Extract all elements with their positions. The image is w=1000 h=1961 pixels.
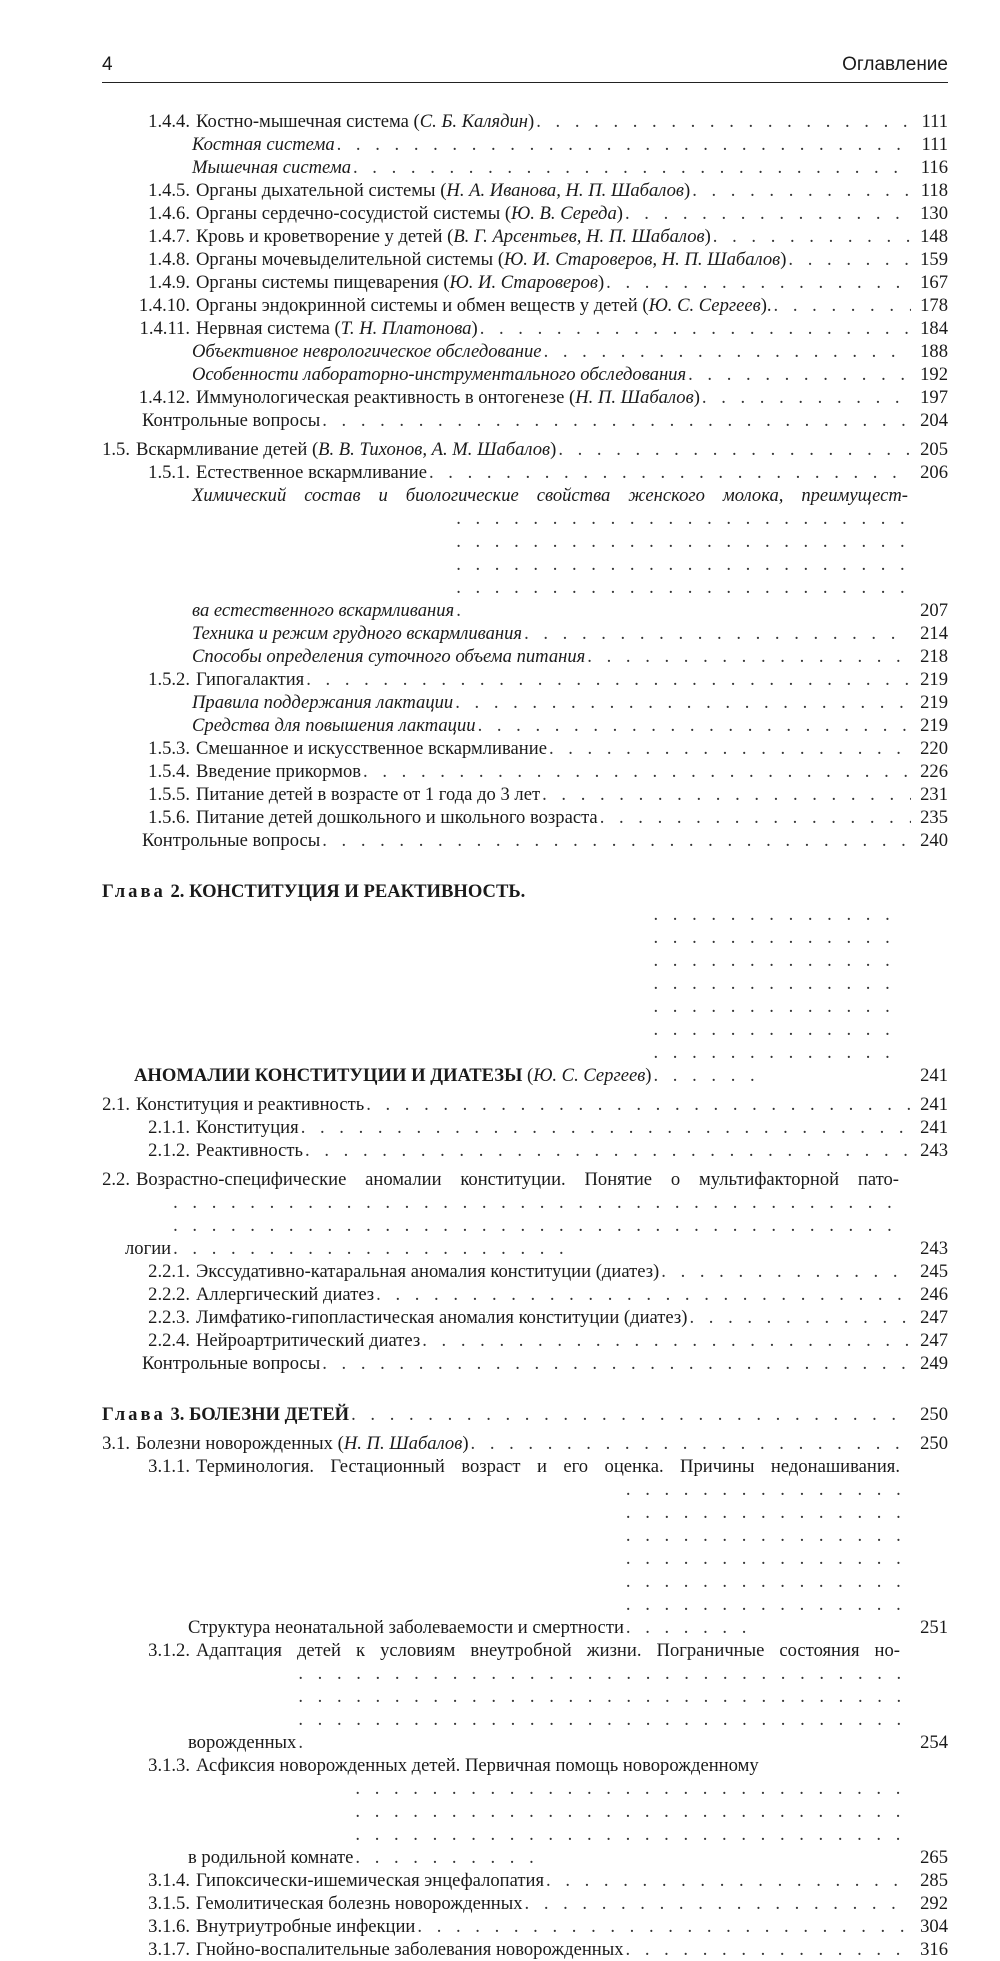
entry-title: Внутриутробные инфекции <box>196 1916 416 1937</box>
toc-entry <box>0 294 948 317</box>
entry-author: Т. Н. Платонова <box>340 318 472 339</box>
toc-entry <box>0 1352 948 1375</box>
entry-line1 <box>100 1168 948 1191</box>
entry-title-close: ) <box>616 203 623 224</box>
entry-text <box>196 317 478 340</box>
entry-title-close: ) <box>693 387 700 408</box>
dot-leader <box>337 133 911 156</box>
entry-text <box>196 225 711 248</box>
toc-entry <box>0 1869 948 1892</box>
toc-entry <box>0 1093 948 1116</box>
dot-leader <box>376 1283 911 1306</box>
dot-leader <box>661 1260 911 1283</box>
toc-entry <box>0 363 948 386</box>
entry-title: Конституция и реактивность <box>136 1094 365 1115</box>
entry-number: 3.1.7. <box>148 1939 190 1960</box>
entry-title: Экссудативно-катаральная аномалия конституции (диатез) <box>196 1261 660 1282</box>
entry-number: 2.2.4. <box>148 1330 190 1351</box>
dot-leader <box>417 1915 911 1938</box>
entry-number: 3.1.6. <box>148 1916 190 1937</box>
page-ref: 205 <box>920 439 948 460</box>
page-ref: 304 <box>920 1916 948 1937</box>
toc-entry <box>0 156 948 179</box>
entry-topic: Правила поддержания лактации <box>192 692 454 713</box>
entry-number: 1.4.5. <box>148 180 190 201</box>
toc-entry <box>0 340 948 363</box>
entry-title: Органы эндокринной системы и обмен веществ у детей ( <box>196 295 649 316</box>
entry-text <box>196 1915 415 1938</box>
entry-text <box>196 248 786 271</box>
toc-entry <box>0 1116 948 1139</box>
entry-text <box>196 1306 687 1329</box>
entry-number: 1.5. <box>102 439 130 460</box>
toc-entry <box>0 461 948 484</box>
toc-entry <box>0 409 948 432</box>
entry-number: 2.2. <box>102 1169 130 1190</box>
entry-line2 <box>96 1191 948 1260</box>
toc-entry <box>0 622 948 645</box>
dot-leader <box>587 645 911 668</box>
page-ref: 247 <box>920 1307 948 1328</box>
entry-title: Органы системы пищеварения ( <box>196 272 450 293</box>
entry-text <box>196 461 427 484</box>
dot-leader <box>306 668 911 691</box>
page-ref: 219 <box>920 669 948 690</box>
toc-entry <box>0 484 948 622</box>
dot-leader <box>173 1191 911 1260</box>
page-ref: 148 <box>920 226 948 247</box>
dot-leader <box>305 1139 911 1162</box>
page-ref: 204 <box>920 410 948 431</box>
dot-leader <box>546 1869 911 1892</box>
dot-leader <box>456 507 911 622</box>
dot-leader <box>702 386 911 409</box>
page-ref: 316 <box>920 1939 948 1960</box>
dot-leader <box>600 806 911 829</box>
dot-leader <box>549 737 911 760</box>
entry-title: Контрольные вопросы <box>142 1353 321 1374</box>
page-ref: 188 <box>920 341 948 362</box>
chapter-title-line1: КОНСТИТУЦИЯ И РЕАКТИВНОСТЬ. <box>189 881 526 902</box>
entry-number: 2.1.2. <box>148 1140 190 1161</box>
toc-entry <box>0 645 948 668</box>
page-ref: 111 <box>921 134 948 155</box>
entry-title-close: ) <box>704 226 711 247</box>
entry-number: 1.5.6. <box>148 807 190 828</box>
chapter-number: 2. <box>165 881 190 902</box>
dot-leader <box>298 1662 911 1754</box>
dot-leader <box>558 438 911 461</box>
dot-leader <box>524 622 911 645</box>
page-ref: 241 <box>920 1117 948 1138</box>
dot-leader <box>471 1432 911 1455</box>
page-ref: 159 <box>920 249 948 270</box>
page-ref: 240 <box>920 830 948 851</box>
toc-entry <box>0 110 948 133</box>
entry-text <box>136 1093 364 1116</box>
entry-title: Естественное вскармливание <box>196 462 427 483</box>
chapter-label: Глава <box>102 1404 166 1425</box>
toc-entry <box>0 1938 948 1961</box>
entry-text <box>196 294 772 317</box>
entry-title: Питание детей в возрасте от 1 года до 3 лет <box>196 784 541 805</box>
toc-entry <box>0 880 948 1087</box>
entry-number: 1.5.4. <box>148 761 190 782</box>
dot-leader <box>544 340 911 363</box>
entry-text <box>196 1329 420 1352</box>
entry-author: В. Г. Арсентьев, Н. П. Шабалов <box>453 226 705 247</box>
page-ref: 245 <box>920 1261 948 1282</box>
chapter-title-line2: АНОМАЛИИ КОНСТИТУЦИИ И ДИАТЕЗЫ <box>134 1065 523 1086</box>
entry-title-line2: ворожденных <box>188 1732 297 1753</box>
entry-topic: Способы определения суточного объема питания <box>192 646 586 667</box>
dot-leader <box>688 363 911 386</box>
page-ref: 111 <box>921 111 948 132</box>
page-ref: 226 <box>920 761 948 782</box>
entry-author: Ю. В. Середа <box>511 203 617 224</box>
page-ref: 254 <box>920 1732 948 1753</box>
dot-leader <box>542 783 911 806</box>
page-ref: 206 <box>920 462 948 483</box>
entry-topic-line2: ва естественного вскармливания <box>192 600 455 621</box>
entry-number: 1.4.9. <box>148 272 190 293</box>
entry-text <box>196 1283 374 1306</box>
page-ref: 235 <box>920 807 948 828</box>
entry-number: 1.4.11. <box>139 318 190 339</box>
page-ref: 241 <box>920 1065 948 1086</box>
entry-number: 3.1.1. <box>148 1456 190 1477</box>
entry-text <box>196 737 547 760</box>
entry-topic: Костная система <box>192 134 335 155</box>
page-ref: 207 <box>920 600 948 621</box>
entry-text <box>136 438 556 461</box>
dot-leader <box>654 903 912 1087</box>
dot-leader <box>322 409 911 432</box>
entry-line1 <box>100 1639 948 1662</box>
toc-entry <box>0 1283 948 1306</box>
entry-title: Гнойно-воспалительные заболевания новорожденных <box>196 1939 624 1960</box>
dot-leader <box>422 1329 911 1352</box>
page-ref: 247 <box>920 1330 948 1351</box>
entry-title: Гемолитическая болезнь новорожденных <box>196 1893 523 1914</box>
entry-line1 <box>100 1754 948 1777</box>
toc-entry <box>0 829 948 852</box>
dot-leader <box>625 202 911 225</box>
entry-number: 1.5.3. <box>148 738 190 759</box>
chapter-number: 3. <box>165 1404 190 1425</box>
entry-topic: Техника и режим грудного вскармливания <box>192 623 523 644</box>
entry-title: Нервная система ( <box>196 318 341 339</box>
page-ref: 243 <box>920 1140 948 1161</box>
dot-leader <box>301 1116 911 1139</box>
page-ref: 251 <box>920 1617 948 1638</box>
entry-title: Лимфатико-гипопластическая аномалия конституции (диатез) <box>196 1307 688 1328</box>
toc-entry <box>0 1915 948 1938</box>
entry-number: 1.5.1. <box>148 462 190 483</box>
page-ref: 219 <box>920 692 948 713</box>
page-ref: 231 <box>920 784 948 805</box>
entry-title: Конституция <box>196 1117 299 1138</box>
toc-entry <box>0 271 948 294</box>
page-ref: 184 <box>920 318 948 339</box>
toc-entry <box>0 1403 948 1426</box>
chapter-title: БОЛЕЗНИ ДЕТЕЙ <box>189 1404 350 1425</box>
toc-entry <box>0 691 948 714</box>
toc-entry <box>0 1639 948 1754</box>
entry-title: Органы мочевыделительной системы ( <box>196 249 505 270</box>
entry-title: Контрольные вопросы <box>142 830 321 851</box>
entry-text <box>196 202 623 225</box>
entry-title: Смешанное и искусственное вскармливание <box>196 738 547 759</box>
toc-entry <box>0 202 948 225</box>
dot-leader <box>525 1892 911 1915</box>
entry-author: В. В. Тихонов, А. М. Шабалов <box>318 439 551 460</box>
entry-number: 1.5.5. <box>148 784 190 805</box>
entry-number: 1.4.12. <box>138 387 190 408</box>
entry-title: Вскармливание детей ( <box>136 439 319 460</box>
entry-number: 2.1.1. <box>148 1117 190 1138</box>
entry-topic: Особенности лабораторно-инструментального обследования <box>192 364 687 385</box>
entry-title-line1: Терминология. Гестационный возраст и его оценка. Причины недонашивания. <box>196 1456 900 1477</box>
entry-author: Ю. И. Староверов <box>449 272 598 293</box>
chapter-label: Глава <box>102 881 166 902</box>
dot-leader <box>713 225 911 248</box>
entry-text <box>196 1260 659 1283</box>
entry-text <box>136 1432 469 1455</box>
entry-title-close: ) <box>471 318 478 339</box>
toc-entry <box>0 179 948 202</box>
dot-leader <box>692 179 911 202</box>
toc-entry <box>0 760 948 783</box>
page-header <box>102 50 948 83</box>
entry-text <box>196 668 304 691</box>
entry-line2 <box>100 1777 948 1869</box>
entry-title: Болезни новорожденных ( <box>136 1433 344 1454</box>
page-ref: 116 <box>920 157 948 178</box>
entry-author: Ю. И. Староверов, Н. П. Шабалов <box>504 249 781 270</box>
page-ref: 167 <box>920 272 948 293</box>
entry-number: 1.4.10. <box>138 295 190 316</box>
spacer <box>0 1375 1000 1403</box>
entry-text <box>196 1869 544 1892</box>
entry-text <box>196 783 540 806</box>
entry-title-close: ) <box>528 111 535 132</box>
toc-entry <box>0 1892 948 1915</box>
dot-leader <box>355 1777 911 1869</box>
toc-entry <box>0 248 948 271</box>
entry-line1 <box>100 1455 948 1478</box>
entry-text <box>196 271 604 294</box>
page-ref: 130 <box>920 203 948 224</box>
entry-author: Ю. С. Сергеев <box>533 1065 646 1086</box>
page-ref: 241 <box>920 1094 948 1115</box>
entry-number: 1.4.4. <box>148 111 190 132</box>
dot-leader <box>429 461 911 484</box>
entry-text <box>196 110 534 133</box>
page-ref: 250 <box>920 1404 948 1425</box>
toc-entry <box>0 317 948 340</box>
entry-title: Иммунологическая реактивность в онтогенезе ( <box>196 387 576 408</box>
entry-number: 1.4.8. <box>148 249 190 270</box>
dot-leader <box>480 317 911 340</box>
entry-author: Н. А. Иванова, Н. П. Шабалов <box>446 180 684 201</box>
entry-title-line1: Адаптация детей к условиям внеутробной жизни. Пограничные состояния но- <box>196 1640 900 1661</box>
toc-entry <box>0 1139 948 1162</box>
entry-text <box>196 1938 624 1961</box>
entry-title-line2: в родильной комнате <box>188 1847 354 1868</box>
entry-line2 <box>100 1662 948 1754</box>
entry-number: 1.5.2. <box>148 669 190 690</box>
entry-title-close: ) <box>597 272 605 293</box>
toc-entry <box>0 1260 948 1283</box>
entry-author: Н. П. Шабалов <box>575 387 694 408</box>
dot-leader <box>689 1306 911 1329</box>
toc-entry <box>0 714 948 737</box>
entry-text <box>196 760 361 783</box>
toc-entry <box>0 737 948 760</box>
dot-leader <box>351 1403 911 1426</box>
entry-topic: Мышечная система <box>192 157 351 178</box>
paren-close: ) <box>645 1065 652 1086</box>
page-ref: 250 <box>920 1433 948 1454</box>
page-ref: 218 <box>920 646 948 667</box>
page-ref: 265 <box>920 1847 948 1868</box>
entry-title-line2: логии <box>125 1238 172 1259</box>
entry-text <box>196 179 690 202</box>
entry-title: Контрольные вопросы <box>142 410 321 431</box>
entry-number: 3.1.5. <box>148 1893 190 1914</box>
entry-text <box>196 1116 299 1139</box>
entry-number: 3.1.4. <box>148 1870 190 1891</box>
entry-topic-line1: Химический состав и биологические свойства женского молока, преимущест- <box>192 485 908 506</box>
dot-leader <box>455 691 911 714</box>
toc-entry <box>0 783 948 806</box>
toc-entry <box>0 1754 948 1869</box>
entry-title: Костно-мышечная система ( <box>196 111 420 132</box>
entry-title: Гипоксически-ишемическая энцефалопатия <box>196 1870 545 1891</box>
dot-leader <box>363 760 911 783</box>
page-ref: 214 <box>920 623 948 644</box>
entry-number: 1.4.6. <box>148 203 190 224</box>
page-ref: 197 <box>920 387 948 408</box>
entry-title-close: ) <box>780 249 787 270</box>
dot-leader <box>606 271 911 294</box>
entry-title-close: ) <box>462 1433 469 1454</box>
entry-text <box>196 806 598 829</box>
entry-title: Реактивность <box>196 1140 304 1161</box>
entry-text <box>196 1892 523 1915</box>
entry-title: Органы дыхательной системы ( <box>196 180 447 201</box>
toc-entry <box>0 1455 948 1639</box>
entry-title: Питание детей дошкольного и школьного возраста <box>196 807 598 828</box>
running-title: Оглавление <box>842 54 948 75</box>
entry-topic: Объективное неврологическое обследование <box>192 341 542 362</box>
entry-title: Кровь и кроветворение у детей ( <box>196 226 454 247</box>
entry-text <box>196 386 700 409</box>
entry-author: Ю. С. Сергеев <box>648 295 761 316</box>
entry-title-close: ) <box>550 439 557 460</box>
entry-number: 2.1. <box>102 1094 130 1115</box>
page-ref: 249 <box>920 1353 948 1374</box>
page-number: 4 <box>102 54 113 75</box>
table-of-contents <box>0 110 1000 1961</box>
entry-number: 2.2.2. <box>148 1284 190 1305</box>
entry-title-close: ). <box>760 295 772 316</box>
toc-entry <box>0 438 948 461</box>
dot-leader <box>478 714 911 737</box>
entry-author: С. Б. Калядин <box>419 111 529 132</box>
toc-entry <box>0 1306 948 1329</box>
entry-number: 3.1.3. <box>148 1755 190 1776</box>
dot-leader <box>626 1938 911 1961</box>
paren-open: ( <box>522 1065 534 1086</box>
entry-number: 1.4.7. <box>148 226 190 247</box>
page-ref: 219 <box>920 715 948 736</box>
dot-leader <box>536 110 911 133</box>
toc-entry <box>0 386 948 409</box>
dot-leader <box>788 248 911 271</box>
toc-entry <box>0 1432 948 1455</box>
page-ref: 246 <box>920 1284 948 1305</box>
entry-number: 2.2.3. <box>148 1307 190 1328</box>
entry-title: Гипогалактия <box>196 669 305 690</box>
spacer <box>0 852 1000 880</box>
toc-entry <box>0 225 948 248</box>
entry-title-line1: Возрастно-специфические аномалии конституции. Понятие о мультифакторной пато- <box>136 1169 899 1190</box>
entry-text <box>196 1139 303 1162</box>
toc-entry <box>0 668 948 691</box>
entry-number: 3.1. <box>102 1433 130 1454</box>
entry-title-line2: Структура неонатальной заболеваемости и смертности <box>188 1617 624 1638</box>
dot-leader <box>322 829 911 852</box>
dot-leader <box>353 156 911 179</box>
entry-title: Нейроартритический диатез <box>196 1330 421 1351</box>
toc-entry <box>0 1329 948 1352</box>
entry-title-line1: Асфиксия новорожденных детей. Первичная помощь новорожденному <box>196 1755 759 1776</box>
entry-title: Аллергический диатез <box>196 1284 375 1305</box>
toc-entry <box>0 806 948 829</box>
page-ref: 243 <box>920 1238 948 1259</box>
toc-entry <box>0 1168 948 1260</box>
entry-title: Органы сердечно-сосудистой системы ( <box>196 203 512 224</box>
entry-title: Введение прикормов <box>196 761 362 782</box>
dot-leader <box>774 294 911 317</box>
page-ref: 220 <box>920 738 948 759</box>
dot-leader <box>626 1478 911 1639</box>
page-ref: 192 <box>920 364 948 385</box>
page-ref: 292 <box>920 1893 948 1914</box>
chapter-line1 <box>102 880 948 903</box>
toc-entry <box>0 133 948 156</box>
entry-line2 <box>100 1478 948 1639</box>
entry-topic: Средства для повышения лактации <box>192 715 476 736</box>
page-ref: 285 <box>920 1870 948 1891</box>
entry-title-close: ) <box>684 180 691 201</box>
entry-line2 <box>192 507 948 622</box>
entry-number: 3.1.2. <box>148 1640 190 1661</box>
page-ref: 178 <box>920 295 948 316</box>
dot-leader <box>366 1093 911 1116</box>
entry-author: Н. П. Шабалов <box>343 1433 463 1454</box>
page-ref: 118 <box>920 180 948 201</box>
entry-number: 2.2.1. <box>148 1261 190 1282</box>
dot-leader <box>322 1352 911 1375</box>
chapter-line2 <box>102 903 948 1087</box>
